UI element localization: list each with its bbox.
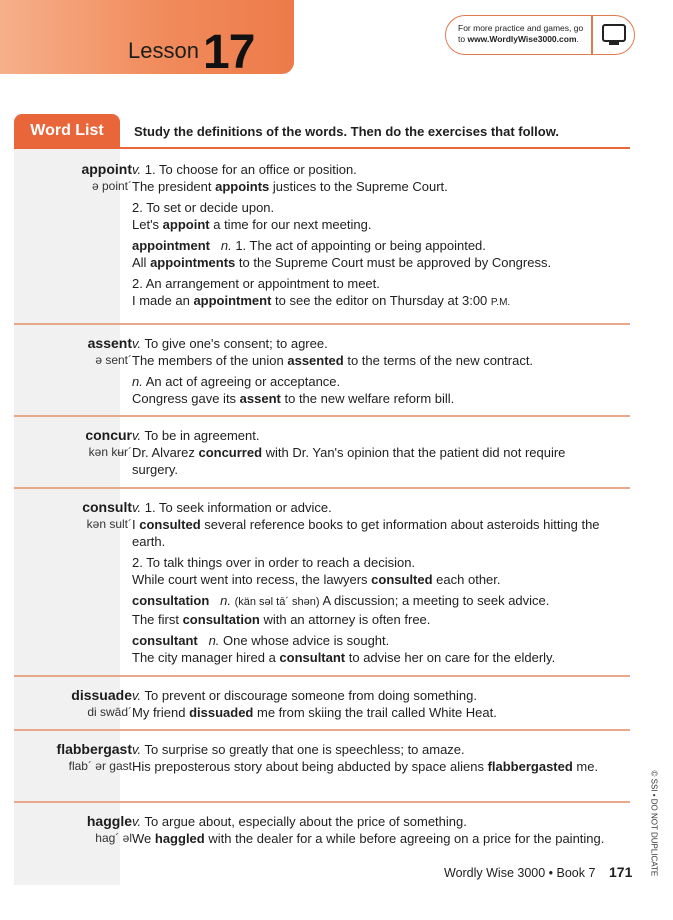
derived-word: consultation	[132, 593, 210, 608]
definition-text: To talk things over in order to reach a decision.	[146, 555, 416, 570]
example-text: to the Supreme Court must be approved by Congress.	[235, 255, 552, 270]
example-text: My friend	[132, 705, 190, 720]
headword: haggle	[86, 813, 132, 829]
definition	[132, 499, 612, 550]
example-text: with the dealer for a while before agreeing on a price for the painting.	[204, 831, 605, 846]
example-text: All	[132, 255, 151, 270]
sense-number: 2.	[132, 276, 143, 291]
definition-sense	[132, 335, 612, 352]
sense-number: 1.	[235, 238, 247, 253]
definition-text: To set or decide upon.	[146, 200, 275, 215]
definition-text: To surprise so greatly that one is speechless; to amaze.	[144, 742, 465, 757]
example-sentence	[132, 704, 612, 721]
example-text: While court went into recess, the lawyers	[132, 572, 372, 587]
part-of-speech: v.	[132, 742, 142, 757]
example-headword: dissuaded	[189, 705, 254, 720]
part-of-speech: n.	[220, 593, 231, 608]
definition	[132, 427, 612, 478]
definitions	[132, 499, 612, 670]
example-text: I made an	[132, 293, 194, 308]
example-text: to the terms of the new contract.	[343, 353, 534, 368]
definition	[132, 554, 612, 588]
example-text: Congress gave its	[132, 391, 240, 406]
part-of-speech: v.	[132, 688, 142, 703]
example-headword: assented	[287, 353, 344, 368]
promo-prefix: to	[458, 34, 468, 44]
example-sentence	[132, 649, 612, 666]
example-text: each other.	[432, 572, 501, 587]
example-headword: flabbergasted	[487, 759, 573, 774]
definition	[132, 632, 612, 666]
pronunciation: hag´ əl	[95, 831, 132, 845]
derived-pronunciation: (kän səl tā´ shən)	[234, 596, 320, 608]
definition-sense	[132, 275, 612, 292]
definition	[132, 373, 612, 407]
example-text: The city manager hired a	[132, 650, 280, 665]
word-entry-haggle	[14, 801, 630, 871]
headword: assent	[87, 335, 132, 351]
entry-separator	[14, 323, 630, 325]
definition	[132, 161, 612, 195]
page-number: 171	[609, 864, 633, 880]
part-of-speech: v.	[132, 428, 142, 443]
example-text: to the new welfare reform bill.	[280, 391, 455, 406]
example-sentence	[132, 292, 612, 311]
example-text: several reference books to get information about asteroids hitting the earth.	[132, 517, 600, 549]
example-text: Dr. Alvarez	[132, 445, 199, 460]
lesson-label: Lesson	[128, 38, 199, 63]
derived-word: appointment	[132, 238, 210, 253]
definition-sense	[132, 554, 612, 571]
definition-text: The act of appointing or being appointed.	[249, 238, 486, 253]
part-of-speech: v.	[132, 162, 142, 177]
promo-suffix: .	[576, 34, 579, 44]
definition-sense	[132, 373, 612, 390]
definition-sense	[132, 741, 612, 758]
sense-number: 1.	[144, 162, 156, 177]
promo-url[interactable]: www.WordlyWise3000.com	[467, 34, 577, 44]
copyright-note	[648, 770, 660, 880]
part-of-speech: v.	[132, 336, 142, 351]
entry-separator	[14, 729, 630, 731]
example-text: We	[132, 831, 155, 846]
word-entry-consult	[14, 487, 630, 675]
word-entry-concur	[14, 415, 630, 487]
example-headword: appointment	[193, 293, 272, 308]
example-sentence	[132, 830, 612, 847]
example-headword: haggled	[154, 831, 205, 846]
example-text: The first	[132, 612, 183, 627]
example-headword: appointments	[150, 255, 236, 270]
entry-separator	[14, 801, 630, 803]
headword: dissuade	[71, 687, 132, 703]
definitions	[132, 741, 612, 779]
definition-text: To prevent or discourage someone from doing something.	[144, 688, 477, 703]
definition-sense	[132, 237, 612, 254]
definition-text: A discussion; a meeting to seek advice.	[322, 593, 550, 608]
example-headword: consultant	[279, 650, 346, 665]
example-sentence	[132, 758, 612, 775]
entry-separator	[14, 675, 630, 677]
headword: flabbergast	[56, 741, 132, 757]
entry-separator	[14, 415, 630, 417]
derived-word: consultant	[132, 633, 198, 648]
pronunciation: di swād´	[87, 705, 132, 719]
example-sentence	[132, 611, 612, 628]
pronunciation: ə sent´	[95, 353, 132, 367]
example-sentence	[132, 444, 612, 478]
sense-number: 1.	[144, 500, 156, 515]
word-list-tab: Word List	[14, 114, 120, 148]
example-sentence	[132, 516, 612, 550]
example-sentence	[132, 352, 612, 369]
example-text: me from skiing the trail called White Heat.	[253, 705, 497, 720]
example-text: Let's	[132, 217, 163, 232]
definition-text: An arrangement or appointment to meet.	[145, 276, 380, 291]
promo-divider	[591, 16, 593, 54]
definition-text: An act of agreeing or acceptance.	[145, 374, 341, 389]
example-text: to advise her on care for the elderly.	[345, 650, 556, 665]
word-entry-appoint	[14, 149, 630, 323]
lesson-number: 17	[203, 26, 255, 79]
pronunciation: kən sult´	[86, 517, 132, 531]
example-text: The members of the union	[132, 353, 288, 368]
definitions	[132, 427, 612, 482]
copyright-text: © SSI • DO NOT DUPLICATE	[649, 770, 659, 877]
example-text: me.	[572, 759, 599, 774]
headword: concur	[85, 427, 132, 443]
word-entry-assent	[14, 323, 630, 415]
definition	[132, 237, 612, 271]
word-entry-flabbergast	[14, 729, 630, 801]
pronunciation: ə point´	[91, 179, 132, 193]
definitions	[132, 687, 612, 725]
promo-line-1: For more practice and games, go	[458, 23, 584, 33]
definition	[132, 687, 612, 721]
definition-sense	[132, 813, 612, 830]
word-list-instructions: Study the definitions of the words. Then do the exercises that follow.	[134, 124, 559, 139]
definition-sense	[132, 199, 612, 216]
website-promo[interactable]	[445, 15, 635, 55]
definitions	[132, 813, 612, 851]
example-sentence	[132, 216, 612, 233]
example-headword: consultation	[182, 612, 260, 627]
example-text: The president	[132, 179, 216, 194]
part-of-speech: n.	[132, 374, 143, 389]
example-text: with an attorney is often free.	[259, 612, 431, 627]
example-sentence	[132, 390, 612, 407]
part-of-speech: n.	[208, 633, 220, 648]
monitor-icon	[602, 24, 626, 42]
definition-text: To choose for an office or position.	[159, 162, 357, 177]
part-of-speech: n.	[220, 238, 232, 253]
definition	[132, 335, 612, 369]
example-headword: assent	[239, 391, 281, 406]
definition-text: One whose advice is sought.	[223, 633, 390, 648]
definitions	[132, 161, 612, 315]
promo-text	[458, 23, 598, 45]
example-sentence	[132, 178, 612, 195]
example-text: justices to the Supreme Court.	[269, 179, 448, 194]
example-headword: concurred	[198, 445, 263, 460]
definition-sense	[132, 499, 612, 516]
definition-sense	[132, 427, 612, 444]
headword: appoint	[81, 161, 132, 177]
definition	[132, 592, 612, 628]
part-of-speech: v.	[132, 500, 142, 515]
part-of-speech: v.	[132, 814, 142, 829]
sense-number: 2.	[132, 555, 143, 570]
definition	[132, 741, 612, 775]
definition-sense	[132, 161, 612, 178]
definition-sense	[132, 632, 612, 649]
example-text: to see the editor on Thursday at 3:00	[271, 293, 491, 308]
definition-text: To argue about, especially about the price of something.	[144, 814, 467, 829]
example-headword: appoints	[215, 179, 270, 194]
definition-text: To be in agreement.	[144, 428, 260, 443]
headword: consult	[82, 499, 132, 515]
example-text: His preposterous story about being abducted by space aliens	[132, 759, 488, 774]
sense-number: 2.	[132, 200, 143, 215]
definition	[132, 275, 612, 311]
definition-sense	[132, 592, 612, 611]
definition	[132, 813, 612, 847]
example-text: with Dr. Yan's opinion that the patient did not require surgery.	[132, 445, 566, 477]
definitions	[132, 335, 612, 411]
definition-sense	[132, 687, 612, 704]
example-headword: consulted	[139, 517, 201, 532]
definition-text: To give one's consent; to agree.	[144, 336, 328, 351]
example-text: a time for our next meeting.	[209, 217, 372, 232]
example-sentence	[132, 254, 612, 271]
word-entry-dissuade	[14, 675, 630, 729]
entry-separator	[14, 487, 630, 489]
pronunciation: kən kʉr´	[88, 445, 132, 459]
time-suffix: P.M.	[490, 297, 511, 308]
definition-text: To seek information or advice.	[159, 500, 332, 515]
example-text: I	[132, 517, 140, 532]
pronunciation: flab´ ər gast	[68, 759, 132, 773]
example-headword: consulted	[371, 572, 433, 587]
book-title: Wordly Wise 3000 • Book 7	[444, 866, 596, 880]
example-sentence	[132, 571, 612, 588]
example-headword: appoint	[162, 217, 210, 232]
definition	[132, 199, 612, 233]
